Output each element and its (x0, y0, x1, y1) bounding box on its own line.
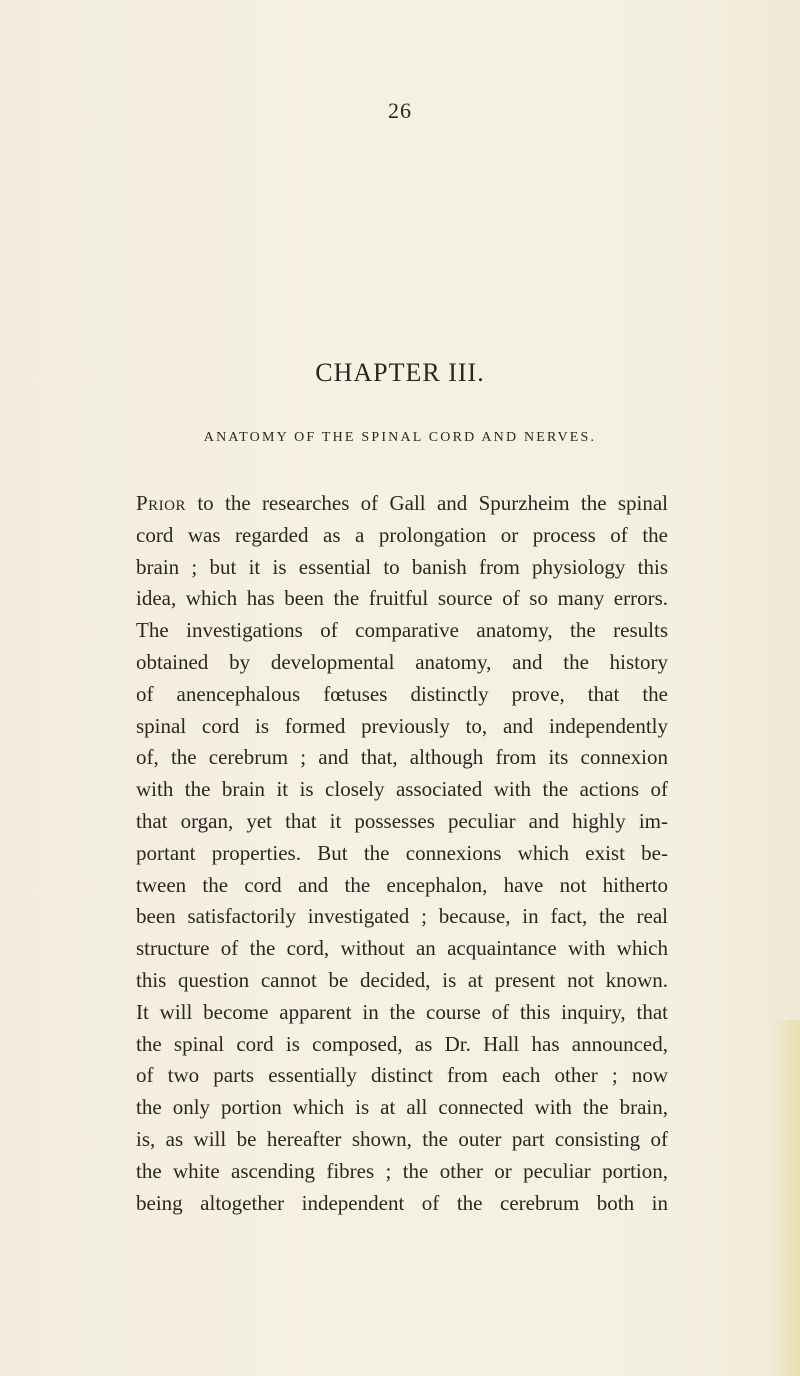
first-line-rest: to the researches of Gall and Spurzheim the spinal (186, 491, 668, 515)
text-line: of, the cerebrum ; and that, although from its connexion (136, 745, 668, 770)
text-line: the white ascending fibres ; the other or peculiar portion, (136, 1158, 668, 1183)
text-line: the only portion which is at all connected with the brain, (136, 1095, 668, 1120)
text-line: spinal cord is formed previously to, and independently (136, 713, 668, 738)
chapter-subtitle: ANATOMY OF THE SPINAL CORD AND NERVES. (203, 430, 597, 445)
text-line: of two parts essentially distinct from each other ; now (136, 1063, 668, 1088)
text-line: tween the cord and the encephalon, have not hitherto (136, 872, 668, 897)
text-line: of anencephalous fœtuses distinctly prove, that the (136, 681, 668, 706)
text-line: It will become apparent in the course of this inquiry, that (136, 999, 668, 1024)
text-line: portant properties. But the connexions which exist be- (136, 840, 668, 865)
text-line: structure of the cord, without an acquaintance with which (136, 936, 668, 961)
text-line: the spinal cord is composed, as Dr. Hall has announced, (136, 1031, 668, 1056)
body-text (136, 488, 668, 1219)
text-line: idea, which has been the fruitful source of so many errors. (136, 586, 668, 611)
text-line: is, as will be hereafter shown, the outer part consisting of (136, 1126, 668, 1151)
chapter-title: CHAPTER III. (315, 358, 485, 387)
page-edge-stain (770, 1020, 800, 1376)
first-word: Prior (136, 491, 187, 515)
text-line: brain ; but it is essential to banish from physiology this (136, 554, 668, 579)
text-line (136, 488, 668, 520)
text-line: cord was regarded as a prolongation or process of the (136, 522, 668, 547)
text-line: this question cannot be decided, is at present not known. (136, 967, 668, 992)
text-line: The investigations of comparative anatomy, the results (136, 618, 668, 643)
page-number: 26 (388, 98, 412, 123)
text-line: that organ, yet that it possesses peculiar and highly im- (136, 808, 668, 833)
text-line: obtained by developmental anatomy, and the history (136, 649, 668, 674)
text-line: with the brain it is closely associated with the actions of (136, 777, 668, 802)
text-line: been satisfactorily investigated ; because, in fact, the real (136, 904, 668, 929)
text-line: being altogether independent of the cerebrum both in (136, 1190, 668, 1215)
